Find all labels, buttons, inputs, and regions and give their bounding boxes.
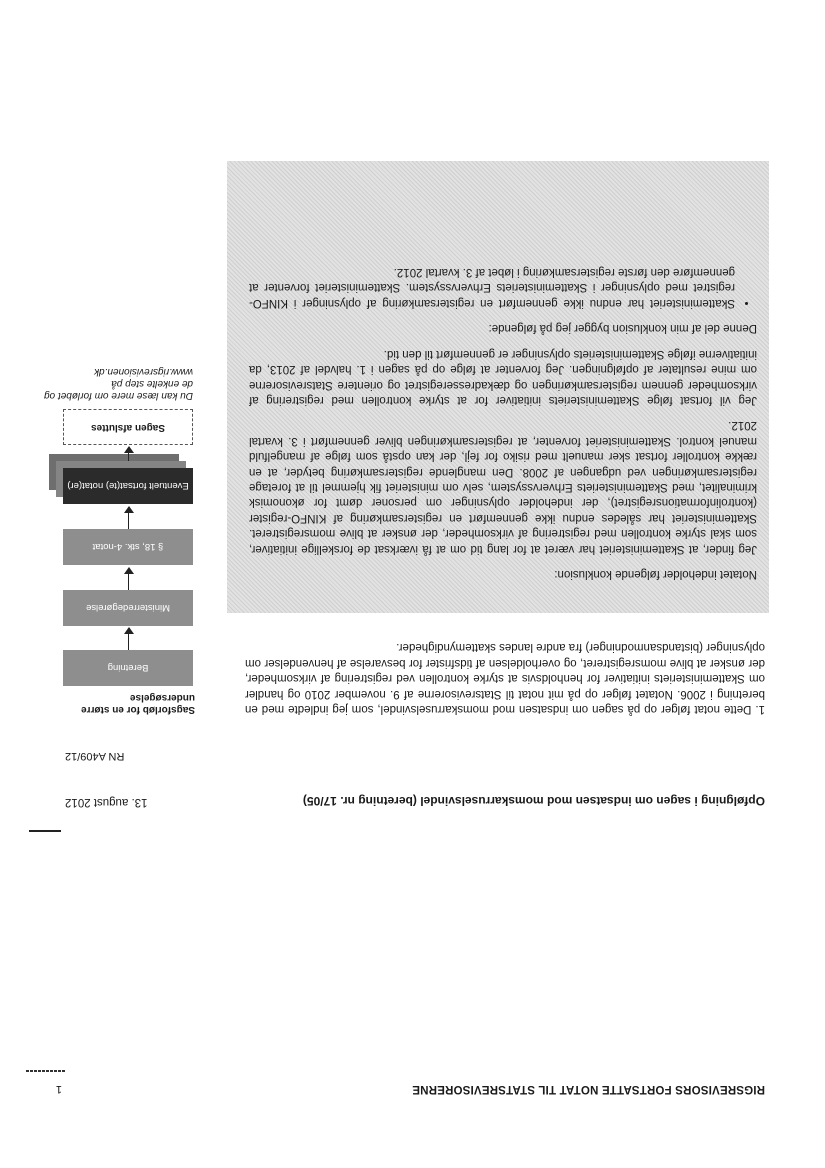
flow-arrowhead (124, 506, 134, 513)
flow-step-sagen-afsluttes: Sagen afsluttes (63, 409, 193, 445)
conclusion-paragraph-1: Jeg finder, at Skatteministeriet har været at for lang tid om at få iværksat de forskellige initiativer, som skal styrke kontrollen med registrering af virksomheder, der ønsker at blive momsregistreret. Skatteministeriet har således endnu ikke gennemført en registersamkøring af KINFO-register (kontrolinformationsregistret), der indeholder oplysninger om personer dømt for økonomisk kriminalitet, med Skatteministeriets Erhvervssystem, selv om ministeriet fik hjemmel til at foretage registersamkøringen ved udgangen af 2008. Den manglende registersamkøring betyder, at en række kontroller fortsat sker manuelt med risiko for fejl, der kan opstå som følge af mangelfuld manuel kontrol. Skatteministeriet forventer, at registersamkøringen bliver gennemført i 3. kvartal 2012. (249, 419, 757, 555)
flow-note: Du kan læse mere om forløbet og de enkelte step på www.rigsrevisionen.dk (44, 366, 193, 401)
document-date: 13. august 2012 (65, 796, 148, 808)
conclusion-box (227, 161, 769, 613)
flow-title: Sagsforløb for en større undersøgelse (81, 692, 195, 715)
flow-arrow (128, 572, 129, 590)
conclusion-paragraph-2: Jeg vil fortsat følge Skatteministeriets initiativer for at styrke kontrollen med registrering af virksomheder gennem registersamkøringen og dækadresseregistret og orientere Statsrevisorerne om mine resultater af opfølgningen. Jeg forventer at følge op på sagen i 1. halvdel af 2013, da initiativerne ifølge Skatteministeriets oplysninger er gennemført til den tid. (249, 347, 757, 406)
header-rule (29, 830, 61, 832)
flow-arrowhead (124, 446, 134, 453)
flow-step-paragraf-18-notat: § 18, stk. 4-notat (63, 529, 193, 565)
conclusion-intro: Notatet indeholder følgende konklusion: (554, 568, 757, 580)
flow-step-beretning: Beretning (63, 650, 193, 686)
flow-arrow (128, 511, 129, 529)
document-reference: RN A409/12 (65, 750, 125, 762)
barcode-mark (25, 1070, 65, 1072)
document-title: Opfølgning i sagen om indsatsen mod momskarruselsvindel (beretning nr. 17/05) (302, 794, 765, 808)
intro-paragraph: 1. Dette notat følger op på sagen om indsatsen mod momskarruselsvindel, som jeg indledte med en beretning i 2006. Notatet følger op på mit notat til Statsrevisorerne af 9. november 2010 og handler om Skatteministeriets initiativer for henholdsvis at styrke kontrollen ved registrering af virksomheder, der ønsker at blive momsregistreret, og overholdelsen af tidsfrister for besvarelse af henvendelser om oplysninger (bistandsanmodninger) fra andre landes skattemyndigheder. (245, 641, 765, 715)
flow-arrow (128, 632, 129, 650)
flow-arrowhead (124, 627, 134, 634)
flow-step-fortsatte-notater: Eventuelt fortsat(te) notat(er) (63, 468, 193, 504)
page-number: 1 (55, 1083, 62, 1095)
running-header: RIGSREVISORS FORTSATTE NOTAT TIL STATSREVISORERNE (412, 1083, 765, 1095)
conclusion-bullets (249, 264, 757, 310)
flow-step-ministerredegorelse: Ministerredegørelse (63, 590, 193, 626)
flow-arrowhead (124, 567, 134, 574)
conclusion-paragraph-3: Denne del af min konklusion bygger jeg på følgende: (488, 322, 757, 335)
conclusion-bullet: • Skatteministeriet har endnu ikke gennemført en registersamkøring af oplysninger i KINFO-registret med oplysninger i Skatteministeriets Erhvervssystem. Skatteministeriet forventer at gennemføre den første registersamkøring i løbet af 3. kvartal 2012. (249, 264, 735, 310)
